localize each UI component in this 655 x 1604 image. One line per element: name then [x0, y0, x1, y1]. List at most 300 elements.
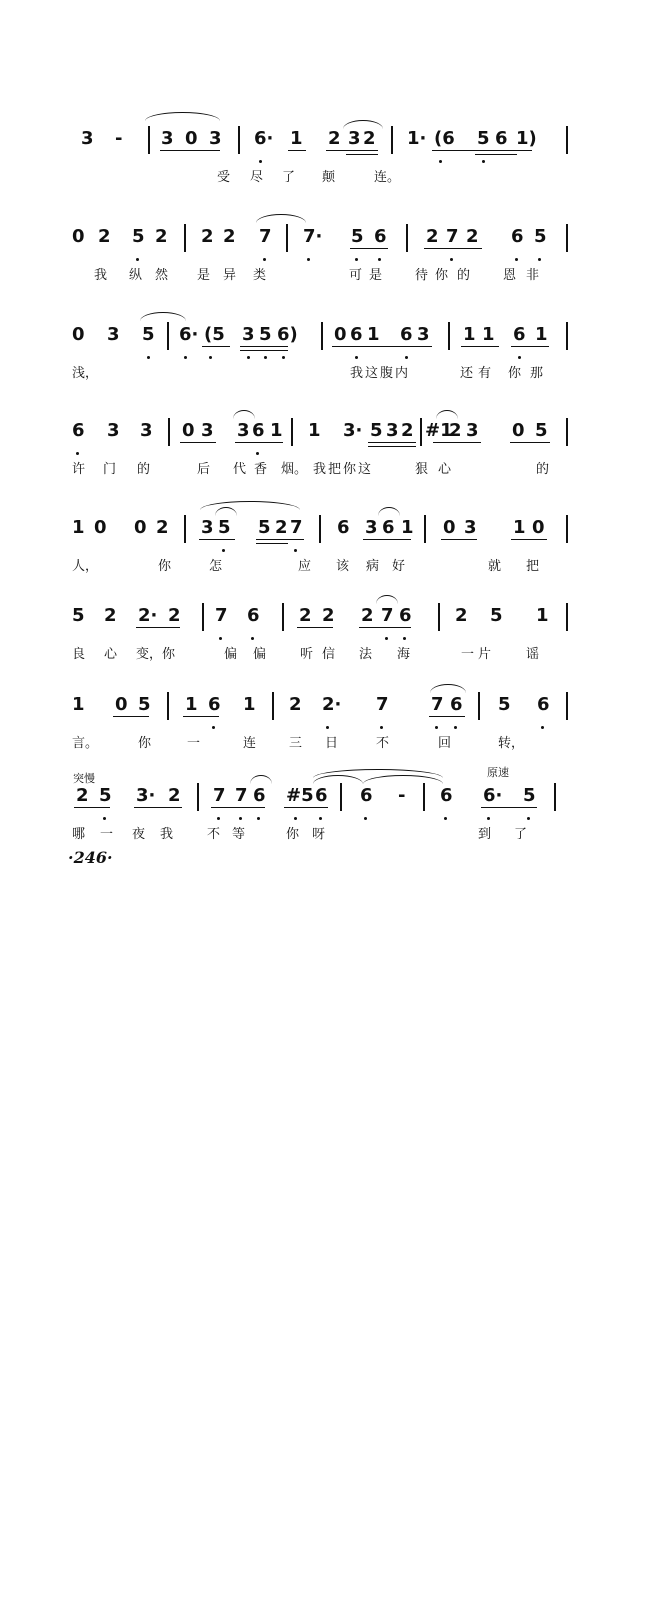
note: 6)	[277, 324, 298, 345]
octave-dot	[259, 160, 262, 163]
octave-dot	[136, 258, 139, 261]
lyric: 连。	[374, 170, 401, 185]
note: 7	[381, 605, 394, 626]
note: 6	[440, 785, 453, 806]
underline	[211, 807, 265, 808]
barline	[282, 603, 284, 631]
note: 1	[270, 420, 283, 441]
note: 7	[213, 785, 226, 806]
note: 7·	[303, 226, 323, 247]
barline	[286, 224, 288, 252]
octave-dot	[450, 258, 453, 261]
lyric: 尽	[250, 170, 264, 185]
note: 0	[94, 517, 107, 538]
underline	[368, 442, 416, 443]
note: 2	[328, 128, 341, 149]
octave-dot	[378, 258, 381, 261]
barline	[321, 322, 323, 350]
notes-row-8	[60, 785, 580, 815]
lyric: 纵	[129, 268, 143, 283]
note: 2·	[138, 605, 158, 626]
underline	[288, 150, 306, 151]
note: 7	[446, 226, 459, 247]
note: 5	[258, 517, 271, 538]
lyric: 然	[155, 268, 169, 283]
octave-dot	[217, 817, 220, 820]
octave-dot	[247, 356, 250, 359]
lyric: 受	[217, 170, 231, 185]
barline	[202, 603, 204, 631]
lyric: 的	[536, 462, 550, 477]
note: 3	[365, 517, 378, 538]
slur	[250, 775, 272, 784]
underline	[240, 350, 288, 351]
note: -	[115, 128, 123, 149]
octave-dot	[212, 726, 215, 729]
lyric: 待	[415, 268, 429, 283]
octave-dot	[439, 160, 442, 163]
note: 2	[201, 226, 214, 247]
lyric: 不	[376, 736, 390, 751]
slur	[256, 214, 306, 223]
lyric: 是	[369, 268, 383, 283]
note: 0	[532, 517, 545, 538]
note: 1	[463, 324, 476, 345]
lyric: 你	[343, 462, 357, 477]
note: 2	[156, 517, 169, 538]
octave-dot	[319, 817, 322, 820]
lyric: 片	[478, 647, 492, 662]
note: 1)	[516, 128, 537, 149]
underline	[510, 442, 550, 443]
octave-dot	[355, 356, 358, 359]
note: 6	[247, 605, 260, 626]
underline	[256, 539, 304, 540]
lyric: 可	[349, 268, 363, 283]
note: 7	[290, 517, 303, 538]
note: 2	[155, 226, 168, 247]
octave-dot	[538, 258, 541, 261]
slur	[233, 410, 255, 419]
barline	[391, 126, 393, 154]
note: 7	[376, 694, 389, 715]
underline	[432, 150, 532, 151]
note: 3	[140, 420, 153, 441]
underline	[481, 807, 537, 808]
lyric: 后	[197, 462, 211, 477]
note: 5	[534, 226, 547, 247]
note: 2	[361, 605, 374, 626]
note: 6	[72, 420, 85, 441]
octave-dot	[527, 817, 530, 820]
note: 3	[161, 128, 174, 149]
lyric: 狠	[415, 462, 429, 477]
lyric: 偏	[224, 647, 238, 662]
note: 5	[72, 605, 85, 626]
barline	[168, 418, 170, 446]
lyric: 非	[526, 268, 540, 283]
lyric: 连	[243, 736, 257, 751]
note: (5	[204, 324, 225, 345]
note: 0	[134, 517, 147, 538]
lyric: 人，	[72, 559, 99, 574]
note: 5	[351, 226, 364, 247]
octave-dot	[209, 356, 212, 359]
lyrics-row-4	[60, 458, 580, 478]
lyric: 这	[358, 462, 372, 477]
note: 2	[223, 226, 236, 247]
lyric: 了	[282, 170, 296, 185]
slur	[436, 410, 458, 419]
underline	[240, 346, 288, 347]
note: 3	[348, 128, 361, 149]
octave-dot	[264, 356, 267, 359]
lyric: 把	[526, 559, 540, 574]
underline	[297, 627, 333, 628]
lyric: 腹	[380, 366, 394, 381]
note: 5	[490, 605, 503, 626]
lyric: 烟。	[281, 462, 308, 477]
octave-dot	[147, 356, 150, 359]
note: 3	[81, 128, 94, 149]
note: 3	[201, 517, 214, 538]
lyric: 把	[328, 462, 342, 477]
underline	[332, 346, 432, 347]
lyric: 等	[232, 827, 246, 842]
note: 1	[535, 324, 548, 345]
octave-dot	[435, 726, 438, 729]
underline	[202, 346, 230, 347]
note: 6	[252, 420, 265, 441]
note: 2	[466, 226, 479, 247]
barline	[238, 126, 240, 154]
notes-row-7	[60, 694, 580, 724]
octave-dot	[364, 817, 367, 820]
lyric: 好	[392, 559, 406, 574]
note: 3	[201, 420, 214, 441]
note: #1	[425, 420, 453, 441]
lyrics-row-8	[60, 823, 580, 843]
underline	[74, 807, 110, 808]
note: 2	[76, 785, 89, 806]
note: 2	[322, 605, 335, 626]
barline	[423, 783, 425, 811]
note: 6	[495, 128, 508, 149]
note: 6	[253, 785, 266, 806]
lyric: 变，你	[136, 647, 176, 662]
underline	[235, 442, 283, 443]
note: 6	[374, 226, 387, 247]
underline	[461, 346, 499, 347]
note: 1	[243, 694, 256, 715]
underline	[346, 154, 378, 155]
lyric: 还	[460, 366, 474, 381]
barline	[184, 515, 186, 543]
lyric: 夜	[132, 827, 146, 842]
barline	[566, 322, 568, 350]
note: 5	[218, 517, 231, 538]
octave-dot	[219, 637, 222, 640]
underline	[424, 248, 482, 249]
barline	[566, 126, 568, 154]
lyric: 病	[366, 559, 380, 574]
lyric: 那	[530, 366, 544, 381]
note: 6·	[483, 785, 503, 806]
lyric: 三	[289, 736, 303, 751]
lyric: 听	[300, 647, 314, 662]
octave-dot	[403, 637, 406, 640]
lyric: 哪	[72, 827, 86, 842]
note: 6	[382, 517, 395, 538]
lyric: 言。	[72, 736, 99, 751]
note: 2·	[322, 694, 342, 715]
lyric: 你	[508, 366, 522, 381]
note: 6	[400, 324, 413, 345]
lyrics-row-5	[60, 555, 580, 575]
page-number: ·246·	[68, 848, 113, 867]
note: 6	[450, 694, 463, 715]
underline	[134, 807, 182, 808]
note: 7	[215, 605, 228, 626]
note: 3	[386, 420, 399, 441]
note: 6	[537, 694, 550, 715]
underline	[160, 150, 220, 151]
note: 1	[536, 605, 549, 626]
underline	[511, 346, 549, 347]
octave-dot	[294, 549, 297, 552]
lyric: 一	[461, 647, 475, 662]
barline	[566, 418, 568, 446]
tempo-marking-original: 原速	[487, 766, 509, 779]
note: 3	[242, 324, 255, 345]
octave-dot	[482, 160, 485, 163]
underline	[350, 248, 388, 249]
notes-row-3	[60, 324, 580, 354]
note: 3	[107, 324, 120, 345]
barline	[566, 515, 568, 543]
lyric: 就	[488, 559, 502, 574]
lyric: 海	[397, 647, 411, 662]
note: 2	[455, 605, 468, 626]
lyric: 该	[336, 559, 350, 574]
note: 5	[142, 324, 155, 345]
lyric: 谣	[526, 647, 540, 662]
notes-row-5	[60, 517, 580, 547]
lyric: 恩	[503, 268, 517, 283]
lyric: 转，	[498, 736, 525, 751]
octave-dot	[263, 258, 266, 261]
lyrics-row-7	[60, 732, 580, 752]
lyric: 类	[253, 268, 267, 283]
lyric: 内	[395, 366, 409, 381]
octave-dot	[380, 726, 383, 729]
barline	[197, 783, 199, 811]
note: 5	[99, 785, 112, 806]
note: 2	[289, 694, 302, 715]
lyric: 怎	[209, 559, 223, 574]
note: 0	[72, 226, 85, 247]
underline	[433, 442, 481, 443]
note: 5	[138, 694, 151, 715]
barline	[272, 692, 274, 720]
note: 3	[466, 420, 479, 441]
note: 6	[337, 517, 350, 538]
octave-dot	[541, 726, 544, 729]
lyric: 良	[72, 647, 86, 662]
lyric: 代	[233, 462, 247, 477]
slur	[140, 312, 186, 321]
note: 5	[259, 324, 272, 345]
note: 1	[72, 694, 85, 715]
note: 2	[98, 226, 111, 247]
note: 5	[477, 128, 490, 149]
underline	[326, 150, 378, 151]
lyric: 日	[325, 736, 339, 751]
note: 2	[168, 785, 181, 806]
lyric: 你	[138, 736, 152, 751]
note: 0	[115, 694, 128, 715]
note: 7	[259, 226, 272, 247]
lyric: 不	[207, 827, 221, 842]
note: 3	[209, 128, 222, 149]
slur	[145, 112, 220, 121]
lyric: 的	[457, 268, 471, 283]
octave-dot	[487, 817, 490, 820]
note: -	[398, 785, 406, 806]
octave-dot	[307, 258, 310, 261]
slur	[200, 501, 300, 510]
lyric: 有	[478, 366, 492, 381]
note: 7	[235, 785, 248, 806]
note: 6	[511, 226, 524, 247]
lyric: 心	[438, 462, 452, 477]
slur	[430, 684, 466, 693]
underline	[136, 627, 180, 628]
slur	[343, 120, 383, 129]
barline	[554, 783, 556, 811]
note: 1	[72, 517, 85, 538]
barline	[167, 692, 169, 720]
lyrics-row-1	[60, 166, 580, 186]
barline	[478, 692, 480, 720]
note: 3	[464, 517, 477, 538]
barline	[340, 783, 342, 811]
octave-dot	[76, 452, 79, 455]
barline	[148, 126, 150, 154]
underline	[363, 539, 411, 540]
octave-dot	[518, 356, 521, 359]
lyric: 许	[72, 462, 86, 477]
lyric: 你	[158, 559, 172, 574]
notes-row-6	[60, 605, 580, 635]
lyric: 我	[313, 462, 327, 477]
octave-dot	[355, 258, 358, 261]
note: 0	[443, 517, 456, 538]
slur	[376, 595, 398, 604]
note: 6	[399, 605, 412, 626]
lyric: 了	[514, 827, 528, 842]
note: 7	[431, 694, 444, 715]
lyrics-row-6	[60, 643, 580, 663]
octave-dot	[239, 817, 242, 820]
lyric: 应	[298, 559, 312, 574]
lyric: 你	[435, 268, 449, 283]
barline	[319, 515, 321, 543]
note: 2	[168, 605, 181, 626]
note: 2	[299, 605, 312, 626]
barline	[420, 418, 422, 446]
note: 1·	[407, 128, 427, 149]
barline	[566, 692, 568, 720]
note: 6	[360, 785, 373, 806]
note: 2	[401, 420, 414, 441]
barline	[424, 515, 426, 543]
lyric: 一	[187, 736, 201, 751]
lyric: 浅，	[72, 366, 99, 381]
octave-dot	[385, 637, 388, 640]
underline	[113, 716, 149, 717]
note: 2	[426, 226, 439, 247]
lyrics-row-3	[60, 362, 580, 382]
octave-dot	[294, 817, 297, 820]
note: 6	[315, 785, 328, 806]
octave-dot	[405, 356, 408, 359]
note: 3·	[136, 785, 156, 806]
note: 1	[401, 517, 414, 538]
note: 3·	[343, 420, 363, 441]
note: 0	[512, 420, 525, 441]
note: 1	[367, 324, 380, 345]
barline	[566, 224, 568, 252]
lyric: 法	[359, 647, 373, 662]
note: 6	[208, 694, 221, 715]
lyric: 偏	[253, 647, 267, 662]
octave-dot	[515, 258, 518, 261]
note: 5	[523, 785, 536, 806]
octave-dot	[444, 817, 447, 820]
lyric: 我	[94, 268, 108, 283]
lyric: 是	[197, 268, 211, 283]
underline	[441, 539, 477, 540]
barline	[167, 322, 169, 350]
octave-dot	[256, 452, 259, 455]
notes-row-2	[60, 226, 580, 256]
lyric: 的	[137, 462, 151, 477]
note: 1	[185, 694, 198, 715]
octave-dot	[103, 817, 106, 820]
note: (6	[434, 128, 455, 149]
underline	[429, 716, 465, 717]
lyric: 我	[350, 366, 364, 381]
lyrics-row-2	[60, 264, 580, 284]
note: 1	[290, 128, 303, 149]
underline	[368, 446, 416, 447]
underline	[284, 807, 328, 808]
lyric: 一	[100, 827, 114, 842]
note: 5	[498, 694, 511, 715]
note: 0	[334, 324, 347, 345]
octave-dot	[257, 817, 260, 820]
underline	[199, 539, 235, 540]
note: 3	[237, 420, 250, 441]
lyric: 你	[286, 827, 300, 842]
note: 3	[417, 324, 430, 345]
octave-dot	[184, 356, 187, 359]
barline	[184, 224, 186, 252]
underline	[183, 716, 219, 717]
note: 0	[72, 324, 85, 345]
lyric: 门	[103, 462, 117, 477]
